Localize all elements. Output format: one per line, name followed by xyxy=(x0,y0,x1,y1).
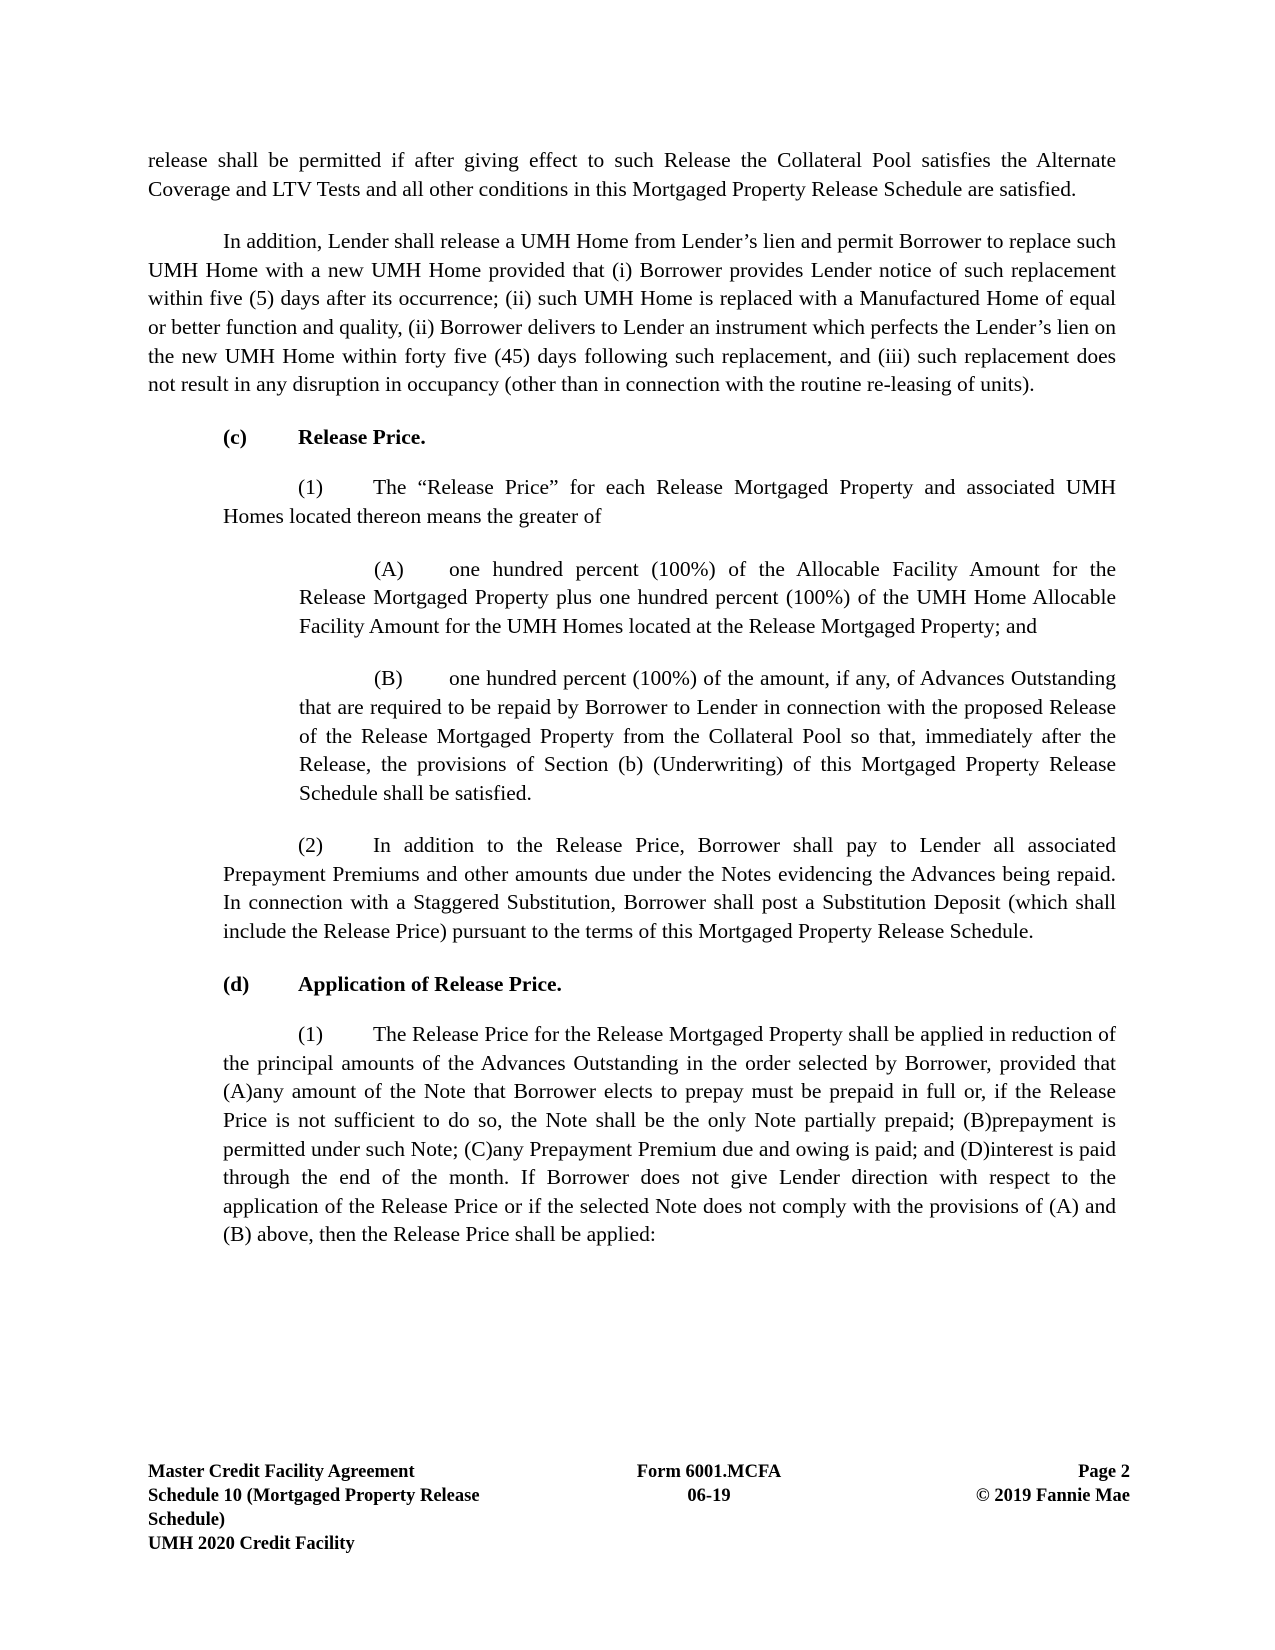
item-label-c2: (2) xyxy=(298,833,324,858)
footer-right xyxy=(910,1460,1130,1556)
section-heading-d xyxy=(223,970,1116,999)
footer-facility-name: UMH 2020 Credit Facility xyxy=(148,1534,355,1554)
footer-left xyxy=(148,1460,548,1556)
paragraph-d1 xyxy=(223,1020,1116,1249)
paragraph-cA xyxy=(299,555,1116,641)
footer-center xyxy=(589,1460,829,1556)
paragraph-c2 xyxy=(223,831,1116,945)
paragraph-umh-home-replacement: In addition, Lender shall release a UMH Home from Lender’s lien and permit Borrower to replace such UMH Home with a new UMH Home provided that (i) Borrower provides Lender notice of such replacement within five (5) days after its occurrence; (ii) such UMH Home is replaced with a Manufactured Home of equal or better function and quality, (ii) Borrower delivers to Lender an instrument which perfects the Lender’s lien on the new UMH Home within forty five (45) days following such replacement, and (iii) such replacement does not result in any disruption in occupancy (other than in connection with the routine re-leasing of units). xyxy=(148,229,1116,397)
item-text-cB: one hundred percent (100%) of the amount, if any, of Advances Outstanding that are required to be repaid by Borrower to Lender in connection with the proposed Release of the Release Mortgaged Property from the Collateral Pool so that, immediately after the Release, the provisions of Section (b) (Underwriting) of this Mortgaged Property Release Schedule shall be satisfied. xyxy=(299,666,1116,805)
footer-form-number: Form 6001.MCFA xyxy=(636,1462,782,1482)
footer-agreement-title: Master Credit Facility Agreement xyxy=(148,1462,415,1482)
item-label-cB: (B) xyxy=(374,666,403,691)
item-text-cA: one hundred percent (100%) of the Allocable Facility Amount for the Release Mortgaged Property plus one hundred percent (100%) of the UMH Home Allocable Facility Amount for the UMH Homes located at the Release Mortgaged Property; and xyxy=(299,556,1116,638)
footer-page-number: Page 2 xyxy=(1078,1462,1130,1482)
item-label-d1: (1) xyxy=(298,1022,324,1047)
footer-schedule-line1: Schedule 10 (Mortgaged Property Release xyxy=(148,1486,480,1506)
footer-copyright: © 2019 Fannie Mae xyxy=(975,1486,1130,1506)
section-title-d: Application of Release Price. xyxy=(298,971,562,996)
section-title-c: Release Price. xyxy=(298,424,426,449)
footer-schedule-line2: Schedule) xyxy=(148,1510,226,1530)
item-label-cA: (A) xyxy=(374,556,404,581)
paragraph-cB xyxy=(299,664,1116,807)
footer-form-date: 06-19 xyxy=(687,1486,731,1506)
page-footer xyxy=(148,1460,1130,1556)
item-text-c1: The “Release Price” for each Release Mortgaged Property and associated UMH Homes located thereon means the greater of xyxy=(223,475,1116,528)
section-number-c: (c) xyxy=(223,424,247,449)
paragraph-c1 xyxy=(223,473,1116,530)
item-label-c1: (1) xyxy=(298,475,324,500)
paragraph-release-permitted: release shall be permitted if after giving effect to such Release the Collateral Pool satisfies the Alternate Coverage and LTV Tests and all other conditions in this Mortgaged Property Release Schedule are satisfied. xyxy=(148,148,1116,201)
section-heading-c xyxy=(223,423,1116,452)
section-number-d: (d) xyxy=(223,971,250,996)
item-text-d1: The Release Price for the Release Mortgaged Property shall be applied in reduction of the principal amounts of the Advances Outstanding in the order selected by Borrower, provided that (A)any amount of the Note that Borrower elects to prepay must be prepaid in full or, if the Release Price is not sufficient to do so, the Note shall be the only Note partially prepaid; (B)prepayment is permitted under such Note; (C)any Prepayment Premium due and owing is paid; and (D)interest is paid through the end of the month. If Borrower does not give Lender direction with respect to the application of the Release Price or if the selected Note does not comply with the provisions of (A) and (B) above, then the Release Price shall be applied: xyxy=(223,1022,1116,1247)
document-body xyxy=(148,146,1116,1273)
item-text-c2: In addition to the Release Price, Borrower shall pay to Lender all associated Prepayment Premiums and other amounts due under the Notes evidencing the Advances being repaid. In connection with a Staggered Substitution, Borrower shall post a Substitution Deposit (which shall include the Release Price) pursuant to the terms of this Mortgaged Property Release Schedule. xyxy=(223,833,1116,944)
